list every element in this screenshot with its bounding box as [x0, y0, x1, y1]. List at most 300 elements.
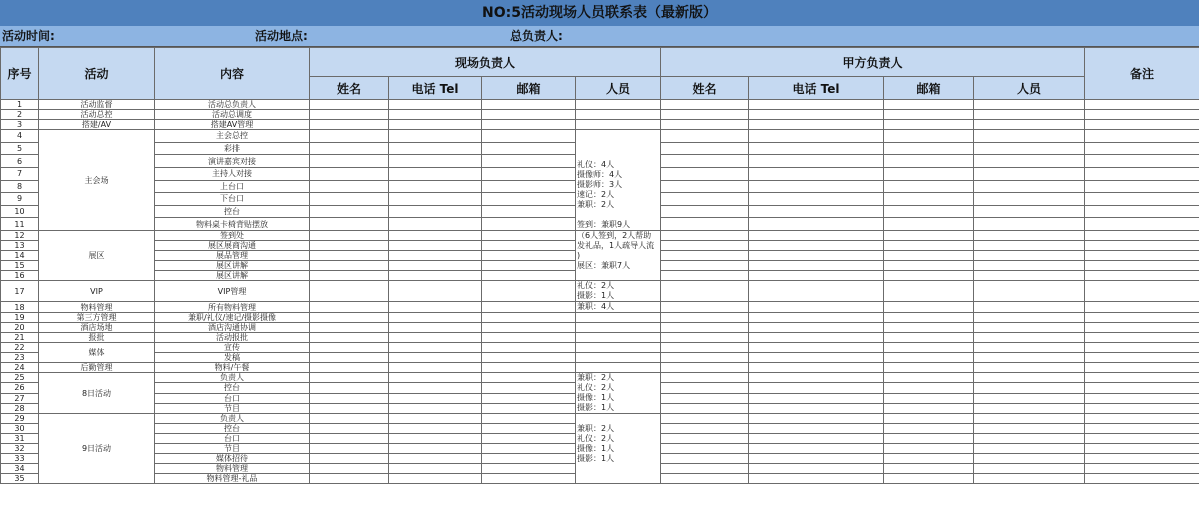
onsite-staff-cell[interactable]: [576, 323, 661, 333]
onsite-email-cell[interactable]: [482, 180, 576, 193]
client-name-cell[interactable]: [661, 241, 749, 251]
client-staff-cell[interactable]: [974, 373, 1085, 383]
client-staff-cell[interactable]: [974, 302, 1085, 313]
client-name-cell[interactable]: [661, 193, 749, 206]
client-name-cell[interactable]: [661, 155, 749, 168]
client-email-cell[interactable]: [884, 323, 974, 333]
client-name-cell[interactable]: [661, 120, 749, 130]
onsite-name-cell[interactable]: [310, 180, 389, 193]
client-phone-cell[interactable]: [749, 241, 884, 251]
client-phone-cell[interactable]: [749, 373, 884, 383]
client-email-cell[interactable]: [884, 251, 974, 261]
client-email-cell[interactable]: [884, 142, 974, 155]
client-phone-cell[interactable]: [749, 218, 884, 231]
client-email-cell[interactable]: [884, 313, 974, 323]
client-email-cell[interactable]: [884, 167, 974, 180]
client-phone-cell[interactable]: [749, 313, 884, 323]
onsite-staff-cell[interactable]: [576, 414, 661, 484]
client-phone-cell[interactable]: [749, 155, 884, 168]
client-name-cell[interactable]: [661, 403, 749, 413]
remark-cell[interactable]: [1085, 373, 1199, 383]
client-staff-cell[interactable]: [974, 281, 1085, 302]
onsite-email-cell[interactable]: [482, 414, 576, 424]
onsite-email-cell[interactable]: [482, 251, 576, 261]
client-name-cell[interactable]: [661, 323, 749, 333]
onsite-phone-cell[interactable]: [389, 313, 482, 323]
client-phone-cell[interactable]: [749, 261, 884, 271]
client-phone-cell[interactable]: [749, 180, 884, 193]
onsite-phone-cell[interactable]: [389, 271, 482, 281]
onsite-phone-cell[interactable]: [389, 373, 482, 383]
remark-cell[interactable]: [1085, 464, 1199, 474]
onsite-name-cell[interactable]: [310, 193, 389, 206]
onsite-name-cell[interactable]: [310, 383, 389, 393]
client-staff-cell[interactable]: [974, 393, 1085, 403]
client-phone-cell[interactable]: [749, 353, 884, 363]
onsite-name-cell[interactable]: [310, 167, 389, 180]
onsite-name-cell[interactable]: [310, 281, 389, 302]
onsite-phone-cell[interactable]: [389, 281, 482, 302]
client-email-cell[interactable]: [884, 271, 974, 281]
onsite-email-cell[interactable]: [482, 313, 576, 323]
onsite-phone-cell[interactable]: [389, 454, 482, 464]
client-email-cell[interactable]: [884, 383, 974, 393]
onsite-email-cell[interactable]: [482, 343, 576, 353]
onsite-name-cell[interactable]: [310, 434, 389, 444]
client-phone-cell[interactable]: [749, 231, 884, 241]
onsite-name-cell[interactable]: [310, 302, 389, 313]
client-staff-cell[interactable]: [974, 167, 1085, 180]
onsite-name-cell[interactable]: [310, 142, 389, 155]
onsite-staff-cell[interactable]: [576, 130, 661, 231]
client-staff-cell[interactable]: [974, 193, 1085, 206]
onsite-name-cell[interactable]: [310, 333, 389, 343]
client-phone-cell[interactable]: [749, 333, 884, 343]
client-email-cell[interactable]: [884, 180, 974, 193]
onsite-email-cell[interactable]: [482, 231, 576, 241]
onsite-email-cell[interactable]: [482, 155, 576, 168]
client-email-cell[interactable]: [884, 454, 974, 464]
remark-cell[interactable]: [1085, 218, 1199, 231]
remark-cell[interactable]: [1085, 424, 1199, 434]
onsite-name-cell[interactable]: [310, 251, 389, 261]
remark-cell[interactable]: [1085, 271, 1199, 281]
onsite-phone-cell[interactable]: [389, 261, 482, 271]
client-name-cell[interactable]: [661, 444, 749, 454]
onsite-email-cell[interactable]: [482, 193, 576, 206]
onsite-email-cell[interactable]: [482, 474, 576, 484]
remark-cell[interactable]: [1085, 193, 1199, 206]
remark-cell[interactable]: [1085, 474, 1199, 484]
remark-cell[interactable]: [1085, 383, 1199, 393]
onsite-name-cell[interactable]: [310, 403, 389, 413]
client-phone-cell[interactable]: [749, 464, 884, 474]
onsite-email-cell[interactable]: [482, 454, 576, 464]
onsite-name-cell[interactable]: [310, 363, 389, 373]
onsite-email-cell[interactable]: [482, 110, 576, 120]
onsite-name-cell[interactable]: [310, 271, 389, 281]
client-name-cell[interactable]: [661, 363, 749, 373]
onsite-phone-cell[interactable]: [389, 302, 482, 313]
onsite-name-cell[interactable]: [310, 343, 389, 353]
onsite-phone-cell[interactable]: [389, 218, 482, 231]
client-phone-cell[interactable]: [749, 251, 884, 261]
onsite-email-cell[interactable]: [482, 383, 576, 393]
client-email-cell[interactable]: [884, 393, 974, 403]
client-phone-cell[interactable]: [749, 100, 884, 110]
remark-cell[interactable]: [1085, 142, 1199, 155]
client-email-cell[interactable]: [884, 414, 974, 424]
onsite-email-cell[interactable]: [482, 333, 576, 343]
onsite-name-cell[interactable]: [310, 261, 389, 271]
client-email-cell[interactable]: [884, 464, 974, 474]
onsite-name-cell[interactable]: [310, 353, 389, 363]
client-name-cell[interactable]: [661, 333, 749, 343]
client-staff-cell[interactable]: [974, 261, 1085, 271]
client-email-cell[interactable]: [884, 155, 974, 168]
client-name-cell[interactable]: [661, 343, 749, 353]
client-name-cell[interactable]: [661, 474, 749, 484]
onsite-name-cell[interactable]: [310, 424, 389, 434]
onsite-email-cell[interactable]: [482, 302, 576, 313]
remark-cell[interactable]: [1085, 155, 1199, 168]
onsite-email-cell[interactable]: [482, 271, 576, 281]
client-staff-cell[interactable]: [974, 241, 1085, 251]
client-staff-cell[interactable]: [974, 454, 1085, 464]
remark-cell[interactable]: [1085, 231, 1199, 241]
client-name-cell[interactable]: [661, 142, 749, 155]
client-email-cell[interactable]: [884, 130, 974, 143]
client-staff-cell[interactable]: [974, 130, 1085, 143]
remark-cell[interactable]: [1085, 414, 1199, 424]
client-name-cell[interactable]: [661, 271, 749, 281]
client-email-cell[interactable]: [884, 110, 974, 120]
onsite-name-cell[interactable]: [310, 474, 389, 484]
client-staff-cell[interactable]: [974, 424, 1085, 434]
onsite-phone-cell[interactable]: [389, 130, 482, 143]
remark-cell[interactable]: [1085, 110, 1199, 120]
remark-cell[interactable]: [1085, 403, 1199, 413]
onsite-phone-cell[interactable]: [389, 241, 482, 251]
client-name-cell[interactable]: [661, 383, 749, 393]
client-staff-cell[interactable]: [974, 333, 1085, 343]
remark-cell[interactable]: [1085, 302, 1199, 313]
client-phone-cell[interactable]: [749, 302, 884, 313]
client-name-cell[interactable]: [661, 205, 749, 218]
onsite-email-cell[interactable]: [482, 393, 576, 403]
onsite-phone-cell[interactable]: [389, 343, 482, 353]
onsite-name-cell[interactable]: [310, 130, 389, 143]
client-name-cell[interactable]: [661, 251, 749, 261]
client-staff-cell[interactable]: [974, 383, 1085, 393]
client-email-cell[interactable]: [884, 474, 974, 484]
client-staff-cell[interactable]: [974, 444, 1085, 454]
client-staff-cell[interactable]: [974, 218, 1085, 231]
client-staff-cell[interactable]: [974, 414, 1085, 424]
onsite-phone-cell[interactable]: [389, 424, 482, 434]
remark-cell[interactable]: [1085, 120, 1199, 130]
client-staff-cell[interactable]: [974, 403, 1085, 413]
onsite-email-cell[interactable]: [482, 464, 576, 474]
client-email-cell[interactable]: [884, 363, 974, 373]
onsite-phone-cell[interactable]: [389, 393, 482, 403]
client-name-cell[interactable]: [661, 180, 749, 193]
client-phone-cell[interactable]: [749, 205, 884, 218]
client-name-cell[interactable]: [661, 167, 749, 180]
client-staff-cell[interactable]: [974, 313, 1085, 323]
onsite-staff-cell[interactable]: [576, 281, 661, 302]
client-phone-cell[interactable]: [749, 454, 884, 464]
onsite-email-cell[interactable]: [482, 363, 576, 373]
client-phone-cell[interactable]: [749, 323, 884, 333]
onsite-phone-cell[interactable]: [389, 434, 482, 444]
client-phone-cell[interactable]: [749, 110, 884, 120]
onsite-email-cell[interactable]: [482, 218, 576, 231]
remark-cell[interactable]: [1085, 444, 1199, 454]
client-phone-cell[interactable]: [749, 393, 884, 403]
client-phone-cell[interactable]: [749, 383, 884, 393]
remark-cell[interactable]: [1085, 205, 1199, 218]
onsite-name-cell[interactable]: [310, 110, 389, 120]
onsite-email-cell[interactable]: [482, 403, 576, 413]
row-number: 15: [1, 261, 39, 271]
client-email-cell[interactable]: [884, 403, 974, 413]
client-staff-cell[interactable]: [974, 464, 1085, 474]
remark-cell[interactable]: [1085, 281, 1199, 302]
client-name-cell[interactable]: [661, 100, 749, 110]
remark-cell[interactable]: [1085, 434, 1199, 444]
remark-cell[interactable]: [1085, 353, 1199, 363]
remark-cell[interactable]: [1085, 251, 1199, 261]
client-name-cell[interactable]: [661, 424, 749, 434]
staff-note-line: 兼职：2人: [577, 424, 615, 433]
onsite-phone-cell[interactable]: [389, 100, 482, 110]
client-staff-cell[interactable]: [974, 110, 1085, 120]
onsite-name-cell[interactable]: [310, 120, 389, 130]
client-phone-cell[interactable]: [749, 167, 884, 180]
onsite-email-cell[interactable]: [482, 434, 576, 444]
onsite-phone-cell[interactable]: [389, 383, 482, 393]
onsite-email-cell[interactable]: [482, 205, 576, 218]
onsite-staff-cell[interactable]: [576, 231, 661, 281]
client-phone-cell[interactable]: [749, 130, 884, 143]
onsite-staff-cell[interactable]: [576, 353, 661, 363]
onsite-staff-cell[interactable]: [576, 302, 661, 313]
client-name-cell[interactable]: [661, 313, 749, 323]
onsite-phone-cell[interactable]: [389, 414, 482, 424]
onsite-phone-cell[interactable]: [389, 251, 482, 261]
onsite-phone-cell[interactable]: [389, 333, 482, 343]
onsite-name-cell[interactable]: [310, 393, 389, 403]
remark-cell[interactable]: [1085, 454, 1199, 464]
client-phone-cell[interactable]: [749, 343, 884, 353]
client-phone-cell[interactable]: [749, 281, 884, 302]
remark-cell[interactable]: [1085, 313, 1199, 323]
onsite-staff-cell[interactable]: [576, 100, 661, 110]
client-name-cell[interactable]: [661, 454, 749, 464]
client-email-cell[interactable]: [884, 333, 974, 343]
staff-note-line: 签到：兼职9人: [577, 220, 631, 229]
client-name-cell[interactable]: [661, 302, 749, 313]
client-name-cell[interactable]: [661, 218, 749, 231]
staff-note-line: [577, 140, 660, 150]
client-email-cell[interactable]: [884, 231, 974, 241]
onsite-name-cell[interactable]: [310, 241, 389, 251]
client-staff-cell[interactable]: [974, 120, 1085, 130]
client-name-cell[interactable]: [661, 414, 749, 424]
remark-cell[interactable]: [1085, 363, 1199, 373]
client-phone-cell[interactable]: [749, 363, 884, 373]
client-staff-cell[interactable]: [974, 323, 1085, 333]
remark-cell[interactable]: [1085, 343, 1199, 353]
onsite-phone-cell[interactable]: [389, 167, 482, 180]
client-email-cell[interactable]: [884, 205, 974, 218]
onsite-email-cell[interactable]: [482, 373, 576, 383]
onsite-name-cell[interactable]: [310, 155, 389, 168]
onsite-name-cell[interactable]: [310, 205, 389, 218]
client-phone-cell[interactable]: [749, 444, 884, 454]
remark-cell[interactable]: [1085, 261, 1199, 271]
client-phone-cell[interactable]: [749, 403, 884, 413]
onsite-phone-cell[interactable]: [389, 403, 482, 413]
onsite-phone-cell[interactable]: [389, 155, 482, 168]
client-email-cell[interactable]: [884, 343, 974, 353]
onsite-email-cell[interactable]: [482, 100, 576, 110]
client-email-cell[interactable]: [884, 434, 974, 444]
client-name-cell[interactable]: [661, 231, 749, 241]
client-staff-cell[interactable]: [974, 205, 1085, 218]
client-phone-cell[interactable]: [749, 271, 884, 281]
client-name-cell[interactable]: [661, 353, 749, 363]
onsite-phone-cell[interactable]: [389, 180, 482, 193]
remark-cell[interactable]: [1085, 100, 1199, 110]
onsite-email-cell[interactable]: [482, 281, 576, 302]
onsite-name-cell[interactable]: [310, 444, 389, 454]
onsite-phone-cell[interactable]: [389, 110, 482, 120]
remark-cell[interactable]: [1085, 241, 1199, 251]
onsite-phone-cell[interactable]: [389, 205, 482, 218]
client-staff-cell[interactable]: [974, 474, 1085, 484]
onsite-staff-cell[interactable]: [576, 333, 661, 343]
onsite-email-cell[interactable]: [482, 261, 576, 271]
client-phone-cell[interactable]: [749, 120, 884, 130]
onsite-phone-cell[interactable]: [389, 464, 482, 474]
client-name-cell[interactable]: [661, 110, 749, 120]
client-email-cell[interactable]: [884, 424, 974, 434]
onsite-phone-cell[interactable]: [389, 142, 482, 155]
remark-cell[interactable]: [1085, 167, 1199, 180]
client-name-cell[interactable]: [661, 261, 749, 271]
onsite-name-cell[interactable]: [310, 313, 389, 323]
client-staff-cell[interactable]: [974, 363, 1085, 373]
onsite-name-cell[interactable]: [310, 373, 389, 383]
client-name-cell[interactable]: [661, 393, 749, 403]
client-phone-cell[interactable]: [749, 474, 884, 484]
onsite-email-cell[interactable]: [482, 353, 576, 363]
client-email-cell[interactable]: [884, 444, 974, 454]
client-email-cell[interactable]: [884, 241, 974, 251]
client-phone-cell[interactable]: [749, 424, 884, 434]
onsite-email-cell[interactable]: [482, 323, 576, 333]
onsite-email-cell[interactable]: [482, 424, 576, 434]
onsite-staff-cell[interactable]: [576, 373, 661, 414]
onsite-name-cell[interactable]: [310, 414, 389, 424]
remark-cell[interactable]: [1085, 180, 1199, 193]
onsite-phone-cell[interactable]: [389, 323, 482, 333]
remark-cell[interactable]: [1085, 393, 1199, 403]
client-email-cell[interactable]: [884, 353, 974, 363]
onsite-email-cell[interactable]: [482, 130, 576, 143]
client-staff-cell[interactable]: [974, 271, 1085, 281]
client-staff-cell[interactable]: [974, 434, 1085, 444]
client-staff-cell[interactable]: [974, 353, 1085, 363]
client-phone-cell[interactable]: [749, 193, 884, 206]
onsite-name-cell[interactable]: [310, 454, 389, 464]
client-phone-cell[interactable]: [749, 414, 884, 424]
onsite-email-cell[interactable]: [482, 120, 576, 130]
client-email-cell[interactable]: [884, 261, 974, 271]
client-staff-cell[interactable]: [974, 251, 1085, 261]
onsite-phone-cell[interactable]: [389, 363, 482, 373]
remark-cell[interactable]: [1085, 323, 1199, 333]
client-staff-cell[interactable]: [974, 343, 1085, 353]
staff-note-line: 展区：兼职7人: [577, 261, 631, 270]
onsite-email-cell[interactable]: [482, 167, 576, 180]
client-email-cell[interactable]: [884, 193, 974, 206]
onsite-name-cell[interactable]: [310, 100, 389, 110]
onsite-phone-cell[interactable]: [389, 353, 482, 363]
onsite-phone-cell[interactable]: [389, 444, 482, 454]
onsite-email-cell[interactable]: [482, 142, 576, 155]
client-email-cell[interactable]: [884, 281, 974, 302]
client-staff-cell[interactable]: [974, 142, 1085, 155]
client-staff-cell[interactable]: [974, 231, 1085, 241]
onsite-staff-cell[interactable]: [576, 343, 661, 353]
client-email-cell[interactable]: [884, 218, 974, 231]
client-email-cell[interactable]: [884, 373, 974, 383]
client-staff-cell[interactable]: [974, 100, 1085, 110]
client-staff-cell[interactable]: [974, 155, 1085, 168]
onsite-phone-cell[interactable]: [389, 120, 482, 130]
client-email-cell[interactable]: [884, 100, 974, 110]
onsite-staff-cell[interactable]: [576, 313, 661, 323]
client-phone-cell[interactable]: [749, 142, 884, 155]
onsite-phone-cell[interactable]: [389, 193, 482, 206]
client-email-cell[interactable]: [884, 120, 974, 130]
onsite-name-cell[interactable]: [310, 231, 389, 241]
client-name-cell[interactable]: [661, 464, 749, 474]
onsite-staff-cell[interactable]: [576, 120, 661, 130]
client-phone-cell[interactable]: [749, 434, 884, 444]
onsite-name-cell[interactable]: [310, 323, 389, 333]
onsite-staff-cell[interactable]: [576, 110, 661, 120]
onsite-phone-cell[interactable]: [389, 474, 482, 484]
onsite-email-cell[interactable]: [482, 241, 576, 251]
client-name-cell[interactable]: [661, 373, 749, 383]
onsite-staff-cell[interactable]: [576, 363, 661, 373]
client-name-cell[interactable]: [661, 130, 749, 143]
onsite-name-cell[interactable]: [310, 218, 389, 231]
onsite-name-cell[interactable]: [310, 464, 389, 474]
remark-cell[interactable]: [1085, 333, 1199, 343]
remark-cell[interactable]: [1085, 130, 1199, 143]
onsite-phone-cell[interactable]: [389, 231, 482, 241]
client-email-cell[interactable]: [884, 302, 974, 313]
client-name-cell[interactable]: [661, 434, 749, 444]
client-name-cell[interactable]: [661, 281, 749, 302]
onsite-email-cell[interactable]: [482, 444, 576, 454]
client-staff-cell[interactable]: [974, 180, 1085, 193]
